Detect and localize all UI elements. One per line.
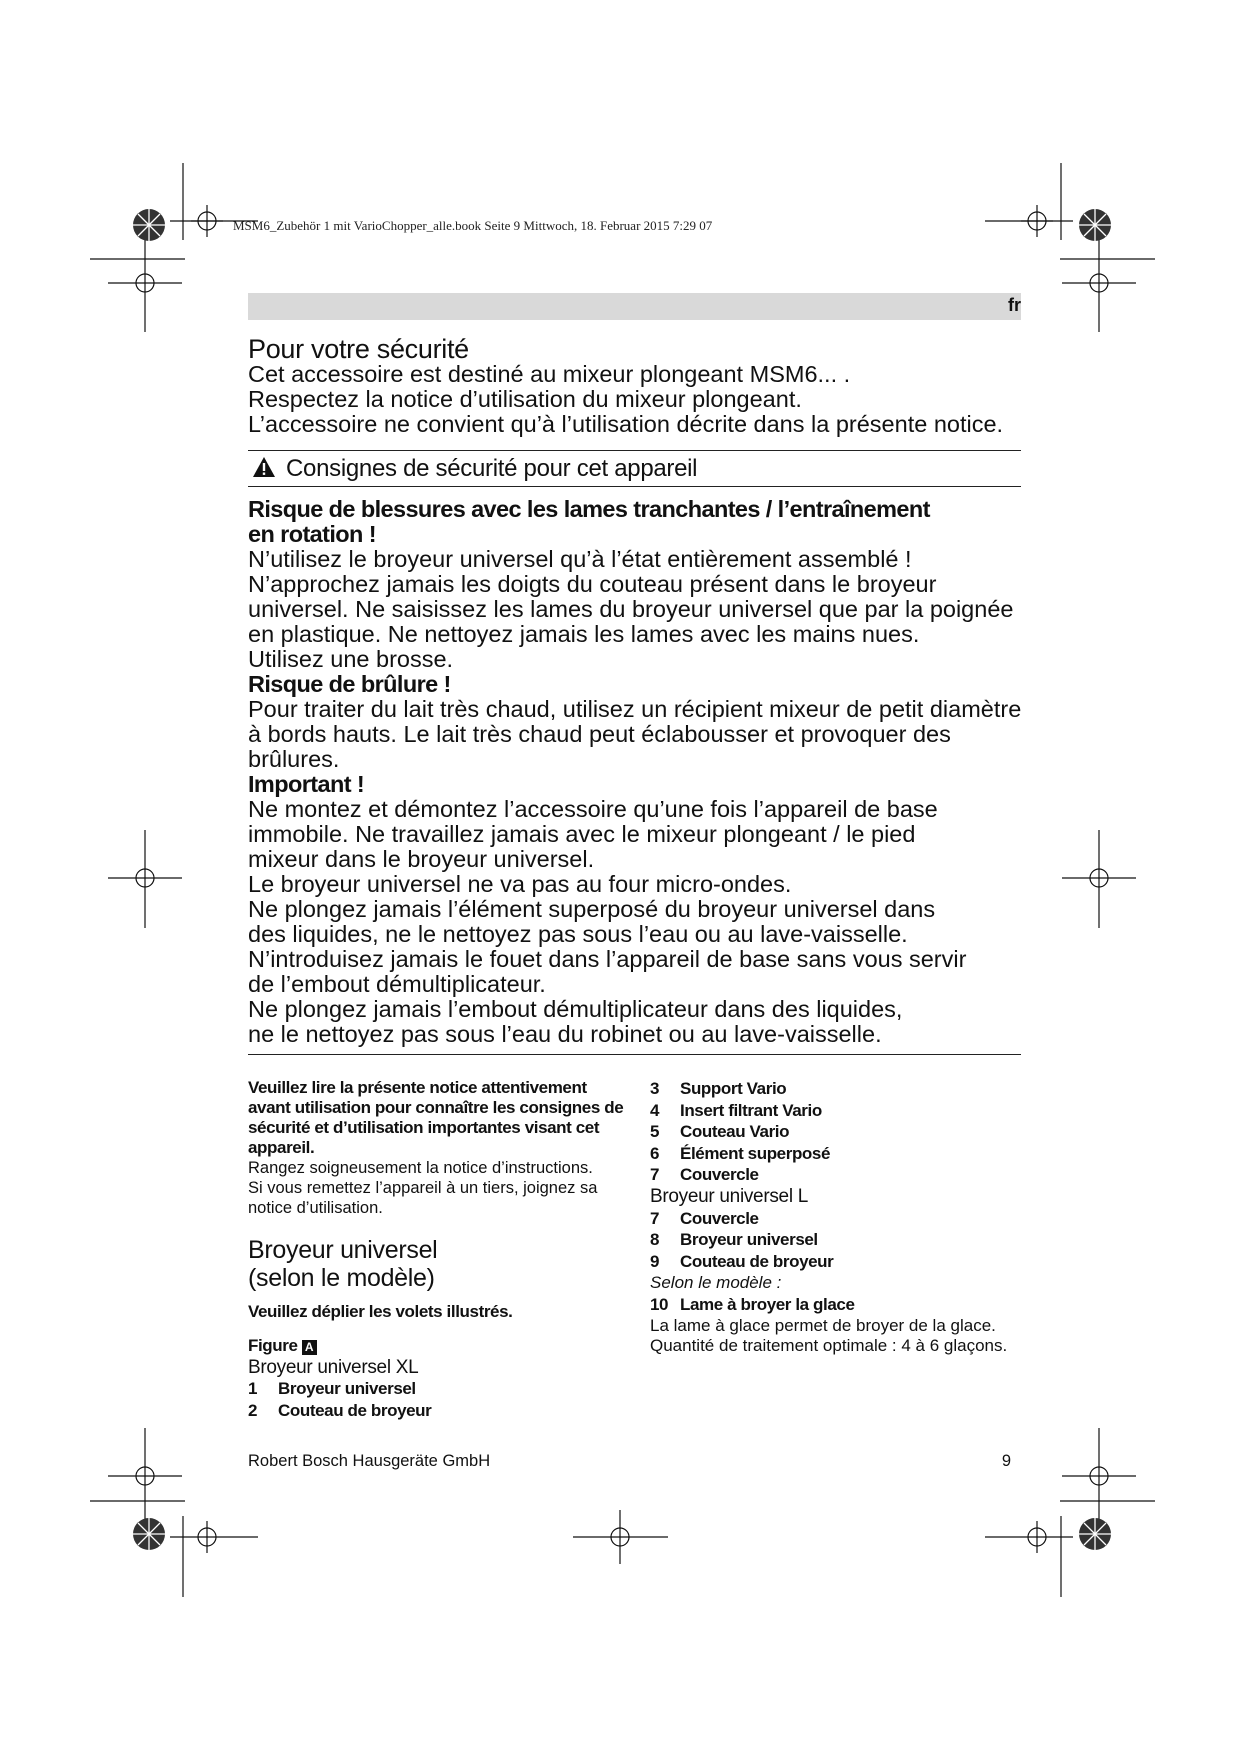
section-title: Pour votre sécurité (248, 334, 469, 364)
safety-line: universel. Ne saisissez les lames du broyeur universel que par la poignée (248, 596, 1014, 622)
xl-title: Broyeur universel XL (248, 1357, 419, 1378)
item-label: Couteau de broyeur (278, 1401, 432, 1420)
list-item (650, 1078, 1050, 1100)
item-label: Lame à broyer la glace (680, 1294, 855, 1314)
item-label: Couvercle (680, 1208, 759, 1228)
list-item (650, 1294, 1050, 1316)
safety-line: Ne plongez jamais l’élément superposé du broyeur universel dans (248, 896, 936, 922)
safety-subheading: Important ! (248, 771, 365, 797)
safety-line: en plastique. Ne nettoyez jamais les lames avec les mains nues. (248, 621, 920, 647)
safety-subheading: en rotation ! (248, 521, 376, 547)
list-item (248, 1378, 628, 1400)
item-number: 6 (650, 1143, 660, 1163)
list-item (650, 1164, 1050, 1186)
notice-line: notice d’utilisation. (248, 1199, 383, 1217)
safety-line: N’approchez jamais les doigts du couteau présent dans le broyeur (248, 571, 937, 597)
item-number: 10 (650, 1294, 669, 1314)
list-item (248, 1400, 628, 1422)
page-number: 9 (1001, 1452, 1011, 1470)
item-number: 4 (650, 1100, 660, 1120)
item-label: Insert filtrant Vario (680, 1100, 822, 1120)
safety-line: Utilisez une brosse. (248, 646, 454, 672)
warning-icon (252, 456, 276, 478)
safety-line: des liquides, ne le nettoyez pas sous l’eau ou au lave-vaisselle. (248, 921, 908, 947)
safety-line: de l’embout démultiplicateur. (248, 971, 546, 997)
divider-middle (248, 486, 1021, 487)
item-number: 5 (650, 1122, 660, 1142)
item-label: Couteau de broyeur (680, 1251, 834, 1271)
item-label: Couteau Vario (680, 1122, 790, 1142)
safety-heading-text: Consignes de sécurité pour cet appareil (286, 455, 698, 482)
figure-reference (248, 1336, 628, 1356)
list-item (650, 1121, 1050, 1143)
ice-line: La lame à glace permet de broyer de la glace. (650, 1315, 996, 1335)
item-number: 1 (248, 1379, 258, 1398)
divider-top (248, 450, 1021, 451)
notice-bold-line: sécurité et d’utilisation importantes visant cet (248, 1118, 600, 1137)
safety-line: Ne plongez jamais l’embout démultiplicateur dans des liquides, (248, 996, 903, 1022)
item-label: Support Vario (680, 1079, 787, 1098)
safety-line: à bords hauts. Le lait très chaud peut éclabousser et provoquer des (248, 721, 951, 747)
language-tag: fr (1008, 295, 1021, 315)
item-number: 3 (650, 1079, 660, 1098)
list-item (650, 1143, 1050, 1165)
safety-line: mixeur dans le broyeur universel. (248, 846, 595, 872)
language-band (248, 293, 1021, 320)
notice-bold-line: appareil. (248, 1138, 315, 1157)
intro-line: Respectez la notice d’utilisation du mixeur plongeant. (248, 386, 802, 412)
unfold-note: Veuillez déplier les volets illustrés. (248, 1302, 513, 1321)
safety-line: brûlures. (248, 746, 340, 772)
safety-instructions (248, 497, 1038, 1047)
notice-bold-line: avant utilisation pour connaître les consignes de (248, 1098, 624, 1117)
item-label: Broyeur universel (278, 1379, 416, 1398)
item-label: Broyeur universel (680, 1230, 818, 1250)
notice-line: Si vous remettez l’appareil à un tiers, joignez sa (248, 1179, 598, 1197)
item-label: Couvercle (680, 1165, 759, 1185)
footer-company: Robert Bosch Hausgeräte GmbH (248, 1452, 491, 1470)
ice-line: Quantité de traitement optimale : 4 à 6 glaçons. (650, 1335, 1008, 1355)
safety-heading (252, 455, 697, 483)
safety-line: immobile. Ne travaillez jamais avec le mixeur plongeant / le pied (248, 821, 916, 847)
item-number: 7 (650, 1208, 660, 1228)
item-number: 7 (650, 1165, 660, 1185)
file-header-line: MSM6_Zubehör 1 mit VarioChopper_alle.book Seite 9 Mittwoch, 18. Februar 2015 7:29 07 (233, 218, 713, 233)
intro-paragraph (248, 362, 1003, 437)
list-item (650, 1229, 1050, 1251)
list-item (650, 1100, 1050, 1122)
notice-line: Rangez soigneusement la notice d’instructions. (248, 1159, 593, 1177)
item-number: 9 (650, 1251, 660, 1271)
intro-line: Cet accessoire est destiné au mixeur plongeant MSM6... . (248, 361, 851, 387)
model-note: Selon le modèle : (650, 1273, 782, 1293)
item-label: Élément superposé (680, 1143, 831, 1163)
list-item (650, 1251, 1050, 1273)
l-title: Broyeur universel L (650, 1185, 808, 1207)
item-number: 8 (650, 1230, 660, 1250)
figure-letter-box: A (302, 1340, 317, 1355)
safety-line: ne le nettoyez pas sous l’eau du robinet ou au lave-vaisselle. (248, 1021, 882, 1047)
safety-subheading: Risque de brûlure ! (248, 671, 451, 697)
safety-line: N’utilisez le broyeur universel qu’à l’état entièrement assemblé ! (248, 546, 912, 572)
safety-line: Le broyeur universel ne va pas au four micro-ondes. (248, 871, 792, 897)
intro-line: L’accessoire ne convient qu’à l’utilisation décrite dans la présente notice. (248, 411, 1004, 437)
safety-subheading: Risque de blessures avec les lames tranchantes / l’entraînement (248, 496, 930, 522)
divider-bottom (248, 1054, 1021, 1055)
list-item (650, 1208, 1050, 1230)
right-column (650, 1078, 1050, 1356)
left-column (248, 1078, 628, 1422)
broyeur-subtitle: (selon le modèle) (248, 1264, 435, 1292)
safety-line: N’introduisez jamais le fouet dans l’appareil de base sans vous servir (248, 946, 967, 972)
item-number: 2 (248, 1401, 258, 1420)
broyeur-title: Broyeur universel (248, 1236, 438, 1264)
figure-label: Figure (248, 1336, 298, 1355)
safety-line: Ne montez et démontez l’accessoire qu’une fois l’appareil de base (248, 796, 938, 822)
notice-bold-line: Veuillez lire la présente notice attentivement (248, 1078, 587, 1097)
safety-line: Pour traiter du lait très chaud, utilisez un récipient mixeur de petit diamètre (248, 696, 1022, 722)
